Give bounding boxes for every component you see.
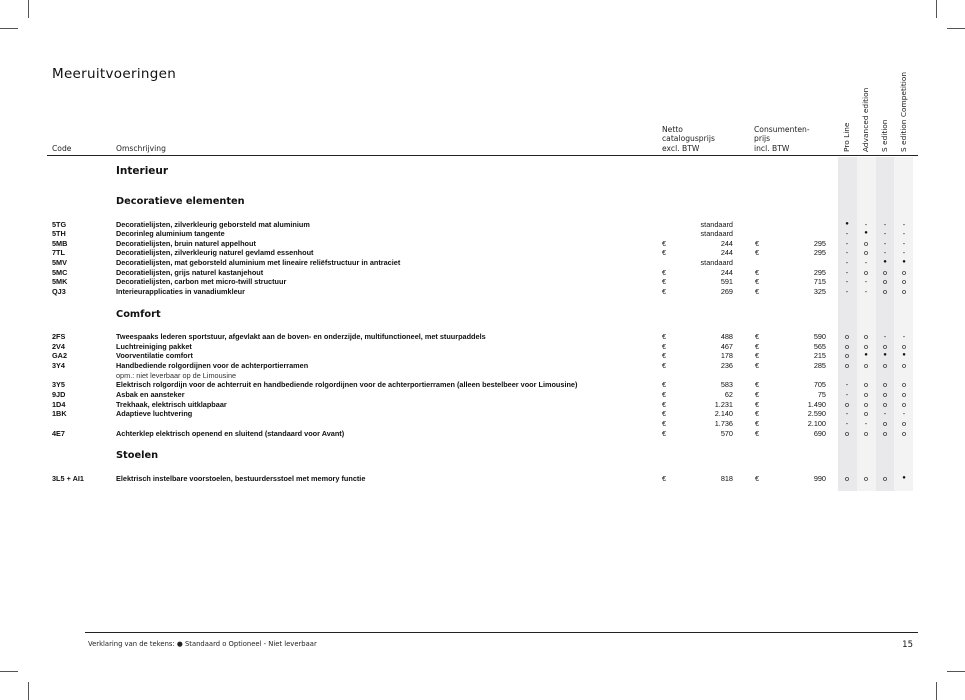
table-row: [0, 220, 965, 230]
section-heading-interieur: Interieur: [116, 165, 169, 177]
option-code: 5MB: [52, 238, 68, 248]
net-price: 2.140: [714, 409, 733, 419]
availability-mark: -: [845, 287, 849, 297]
option-code: 3Y4: [52, 360, 65, 370]
option-code: 9JD: [52, 389, 66, 399]
column-band-s-edition: [876, 157, 894, 491]
consumer-price: 565: [813, 341, 826, 351]
availability-mark: -: [845, 229, 849, 239]
net-price: 570: [720, 428, 733, 438]
option-code: 4E7: [52, 428, 65, 438]
header-divider: [47, 155, 918, 156]
net-price: 269: [720, 287, 733, 297]
availability-mark: o: [863, 409, 869, 419]
crop-mark: [0, 28, 18, 29]
availability-mark: o: [844, 332, 850, 341]
option-description: Asbak en aansteker: [116, 389, 185, 399]
availability-mark: o: [863, 341, 869, 351]
section-heading-comfort: Comfort: [116, 309, 161, 320]
option-code: 5TH: [52, 229, 66, 239]
crop-mark: [936, 682, 937, 700]
table-row: [0, 229, 965, 239]
availability-mark: -: [864, 418, 868, 428]
table-row: [0, 287, 965, 297]
section-heading-stoelen: Stoelen: [116, 450, 159, 461]
availability-mark: -: [883, 248, 887, 258]
availability-mark: -: [845, 277, 849, 287]
header-pro-line: Pro Line: [842, 122, 851, 152]
table-row: [0, 409, 965, 419]
table-row: [0, 380, 965, 390]
availability-mark: o: [882, 473, 888, 483]
availability-mark: ●: [883, 352, 887, 359]
availability-mark: -: [864, 287, 868, 297]
header-line: catalogusprijs: [662, 134, 715, 144]
currency-symbol: €: [755, 428, 760, 438]
table-row: [0, 342, 965, 352]
option-description: Handbediende rolgordijnen voor de achterportierramen: [116, 360, 309, 370]
header-net-price: [662, 125, 715, 153]
currency-symbol: €: [755, 332, 760, 341]
option-code: 3Y5: [52, 380, 65, 390]
option-code: GA2: [52, 351, 68, 361]
net-price: standaard: [700, 219, 733, 229]
option-description: Trekhaak, elektrisch uitklapbaar: [116, 399, 227, 409]
currency-symbol: €: [662, 267, 667, 277]
currency-symbol: €: [755, 360, 760, 370]
availability-mark: -: [902, 332, 906, 341]
availability-mark: o: [863, 399, 869, 409]
availability-mark: -: [845, 380, 849, 390]
page-title: Meeruitvoeringen: [52, 66, 177, 82]
subsection-heading-decoratieve-elementen: Decoratieve elementen: [116, 196, 245, 207]
footer-divider: [85, 632, 918, 633]
page-number: 15: [902, 640, 913, 650]
currency-symbol: €: [662, 389, 667, 399]
consumer-price: 1.490: [807, 399, 826, 409]
net-price: 244: [720, 248, 733, 258]
header-s-edition: S edition: [880, 119, 889, 152]
net-price: 467: [720, 341, 733, 351]
availability-mark: o: [882, 428, 888, 438]
consumer-price: 2.590: [807, 409, 826, 419]
header-line: Netto: [662, 125, 683, 134]
availability-mark: -: [845, 418, 849, 428]
availability-mark: o: [901, 380, 907, 390]
option-description: Decoratielijsten, zilverkleurig geborsteld mat aluminium: [116, 219, 310, 229]
availability-mark: o: [882, 341, 888, 351]
table-row: [0, 277, 965, 287]
availability-mark: ●: [902, 352, 906, 359]
availability-mark: -: [883, 229, 887, 239]
availability-mark: ●: [864, 352, 868, 359]
availability-mark: o: [882, 277, 888, 287]
currency-symbol: €: [662, 380, 667, 390]
consumer-price: 990: [813, 473, 826, 483]
option-code: 5MK: [52, 277, 68, 287]
availability-mark: -: [845, 389, 849, 399]
header-line: incl. BTW: [754, 143, 790, 153]
net-price: standaard: [700, 258, 733, 268]
option-description: Tweespaaks lederen sportstuur, afgevlakt aan de boven- en onderzijde, multifunctioneel, met stuurpaddels: [116, 332, 486, 341]
table-row: [0, 474, 965, 484]
currency-symbol: €: [755, 277, 760, 287]
consumer-price: 2.100: [807, 418, 826, 428]
availability-mark: ●: [902, 474, 906, 481]
legend: Verklaring van de tekens: ● Standaard o Optioneel - Niet leverbaar: [88, 640, 317, 648]
net-price: 178: [720, 351, 733, 361]
net-price: 1.231: [714, 399, 733, 409]
option-description: Decoratielijsten, zilverkleurig naturel gevlamd essenhout: [116, 248, 314, 258]
net-price: 244: [720, 267, 733, 277]
consumer-price: 75: [817, 389, 826, 399]
table-row: [0, 239, 965, 249]
currency-symbol: €: [662, 360, 667, 370]
net-price: 488: [720, 332, 733, 341]
availability-mark: o: [901, 360, 907, 370]
option-code: 2FS: [52, 332, 66, 341]
availability-mark: o: [863, 473, 869, 483]
availability-mark: -: [845, 258, 849, 268]
availability-mark: o: [863, 360, 869, 370]
availability-mark: o: [844, 341, 850, 351]
currency-symbol: €: [662, 341, 667, 351]
crop-mark: [947, 28, 965, 29]
availability-mark: o: [882, 360, 888, 370]
availability-mark: -: [864, 277, 868, 287]
currency-symbol: €: [755, 409, 760, 419]
table-row: [0, 361, 965, 371]
net-price: 236: [720, 360, 733, 370]
table-row: [0, 258, 965, 268]
option-code: 3L5 + AI1: [52, 473, 84, 483]
crop-mark: [28, 682, 29, 700]
table-row: [0, 351, 965, 361]
option-description: Decoratielijsten, carbon met micro-twill structuur: [116, 277, 287, 287]
table-row: [0, 248, 965, 258]
availability-mark: o: [863, 428, 869, 438]
option-code: 5MC: [52, 267, 68, 277]
availability-mark: -: [845, 409, 849, 419]
option-description: Decoratielijsten, mat geborsteld aluminium met lineaire reliëfstructuur in antraciet: [116, 258, 401, 268]
availability-mark: o: [882, 418, 888, 428]
availability-mark: o: [901, 287, 907, 297]
availability-mark: -: [883, 409, 887, 419]
availability-mark: -: [864, 258, 868, 268]
table-row: [0, 332, 965, 342]
availability-mark: o: [863, 238, 869, 248]
currency-symbol: €: [755, 238, 760, 248]
consumer-price: 295: [813, 267, 826, 277]
availability-mark: -: [902, 219, 906, 229]
availability-mark: -: [902, 248, 906, 258]
net-price: 591: [720, 277, 733, 287]
consumer-price: 215: [813, 351, 826, 361]
net-price: 583: [720, 380, 733, 390]
option-description: Voorventilatie comfort: [116, 351, 193, 361]
consumer-price: 705: [813, 380, 826, 390]
header-s-edition-competition: S edition Competition: [899, 71, 908, 152]
availability-mark: o: [844, 360, 850, 370]
availability-mark: -: [902, 238, 906, 248]
currency-symbol: €: [755, 287, 760, 297]
availability-mark: o: [901, 267, 907, 277]
currency-symbol: €: [755, 380, 760, 390]
consumer-price: 715: [813, 277, 826, 287]
consumer-price: 295: [813, 238, 826, 248]
header-code: Code: [52, 144, 72, 153]
availability-mark: o: [882, 287, 888, 297]
currency-symbol: €: [662, 409, 667, 419]
net-price: 1.736: [714, 418, 733, 428]
currency-symbol: €: [755, 267, 760, 277]
option-description: Elektrisch instelbare voorstoelen, bestuurdersstoel met memory functie: [116, 473, 366, 483]
option-description: Elektrisch rolgordijn voor de achterruit en handbediende rolgordijnen voor de achterportierramen (alleen bestelbeer voor Limousine): [116, 380, 578, 390]
table-row: [0, 268, 965, 278]
availability-mark: ●: [845, 220, 849, 227]
option-code: 1D4: [52, 399, 66, 409]
option-description: Decorinleg aluminium tangente: [116, 229, 225, 239]
currency-symbol: €: [662, 428, 667, 438]
currency-symbol: €: [755, 399, 760, 409]
currency-symbol: €: [755, 341, 760, 351]
column-band-advanced: [857, 157, 876, 491]
header-advanced-edition: Advanced edition: [861, 87, 870, 152]
currency-symbol: €: [755, 351, 760, 361]
availability-mark: o: [901, 399, 907, 409]
availability-mark: o: [901, 277, 907, 287]
availability-mark: o: [844, 428, 850, 438]
net-price: 244: [720, 238, 733, 248]
header-line: excl. BTW: [662, 143, 700, 153]
table-row: [0, 419, 965, 429]
option-code: 1BK: [52, 409, 67, 419]
column-band-pro-line: [838, 157, 857, 491]
availability-mark: o: [882, 389, 888, 399]
availability-mark: o: [863, 380, 869, 390]
currency-symbol: €: [662, 238, 667, 248]
crop-mark: [947, 671, 965, 672]
net-price: 818: [720, 473, 733, 483]
availability-mark: ●: [864, 230, 868, 237]
option-code: 2V4: [52, 341, 65, 351]
availability-mark: o: [844, 399, 850, 409]
consumer-price: 590: [813, 332, 826, 341]
availability-mark: o: [901, 418, 907, 428]
availability-mark: -: [864, 219, 868, 229]
net-price: 62: [724, 389, 733, 399]
currency-symbol: €: [755, 418, 760, 428]
currency-symbol: €: [662, 351, 667, 361]
option-description: Decoratielijsten, grijs naturel kastanjehout: [116, 267, 264, 277]
currency-symbol: €: [755, 248, 760, 258]
header-line: prijs: [754, 134, 771, 144]
availability-mark: -: [883, 238, 887, 248]
availability-mark: -: [883, 219, 887, 229]
availability-mark: -: [902, 229, 906, 239]
availability-mark: o: [844, 351, 850, 361]
header-consumer-price: [754, 125, 810, 153]
option-description: opm.: niet leverbaar op de Limousine: [116, 370, 237, 380]
availability-mark: -: [883, 332, 887, 341]
crop-mark: [28, 0, 29, 18]
currency-symbol: €: [755, 389, 760, 399]
currency-symbol: €: [662, 287, 667, 297]
net-price: standaard: [700, 229, 733, 239]
table-row: [0, 371, 965, 381]
availability-mark: o: [901, 341, 907, 351]
availability-mark: -: [845, 267, 849, 277]
header-line: Consumenten-: [754, 125, 810, 134]
column-band-s-competition: [894, 157, 913, 491]
option-code: 5MV: [52, 258, 68, 268]
currency-symbol: €: [755, 473, 760, 483]
option-code: QJ3: [52, 287, 66, 297]
availability-mark: o: [882, 267, 888, 277]
availability-mark: ●: [902, 259, 906, 266]
option-description: Interieurapplicaties in vanadiumkleur: [116, 287, 245, 297]
availability-mark: ●: [883, 259, 887, 266]
table-row: [0, 400, 965, 410]
currency-symbol: €: [662, 473, 667, 483]
availability-mark: o: [863, 248, 869, 258]
crop-mark: [936, 0, 937, 18]
option-code: 7TL: [52, 248, 65, 258]
availability-mark: o: [882, 399, 888, 409]
availability-mark: o: [844, 473, 850, 483]
option-description: Luchtreiniging pakket: [116, 341, 192, 351]
availability-mark: -: [845, 248, 849, 258]
currency-symbol: €: [662, 399, 667, 409]
table-row: [0, 429, 965, 439]
availability-mark: -: [845, 238, 849, 248]
availability-mark: o: [863, 267, 869, 277]
option-description: Achterklep elektrisch openend en sluitend (standaard voor Avant): [116, 428, 345, 438]
consumer-price: 285: [813, 360, 826, 370]
availability-mark: o: [901, 428, 907, 438]
option-code: 5TG: [52, 219, 67, 229]
consumer-price: 325: [813, 287, 826, 297]
availability-mark: o: [863, 389, 869, 399]
currency-symbol: €: [662, 418, 667, 428]
availability-mark: -: [902, 409, 906, 419]
option-description: Decoratielijsten, bruin naturel appelhout: [116, 238, 256, 248]
availability-mark: o: [863, 332, 869, 341]
consumer-price: 295: [813, 248, 826, 258]
consumer-price: 690: [813, 428, 826, 438]
currency-symbol: €: [662, 332, 667, 341]
currency-symbol: €: [662, 248, 667, 258]
availability-mark: o: [882, 380, 888, 390]
crop-mark: [0, 671, 18, 672]
availability-mark: o: [901, 389, 907, 399]
header-description: Omschrijving: [116, 144, 166, 153]
currency-symbol: €: [662, 277, 667, 287]
option-description: Adaptieve luchtvering: [116, 409, 193, 419]
table-row: [0, 390, 965, 400]
